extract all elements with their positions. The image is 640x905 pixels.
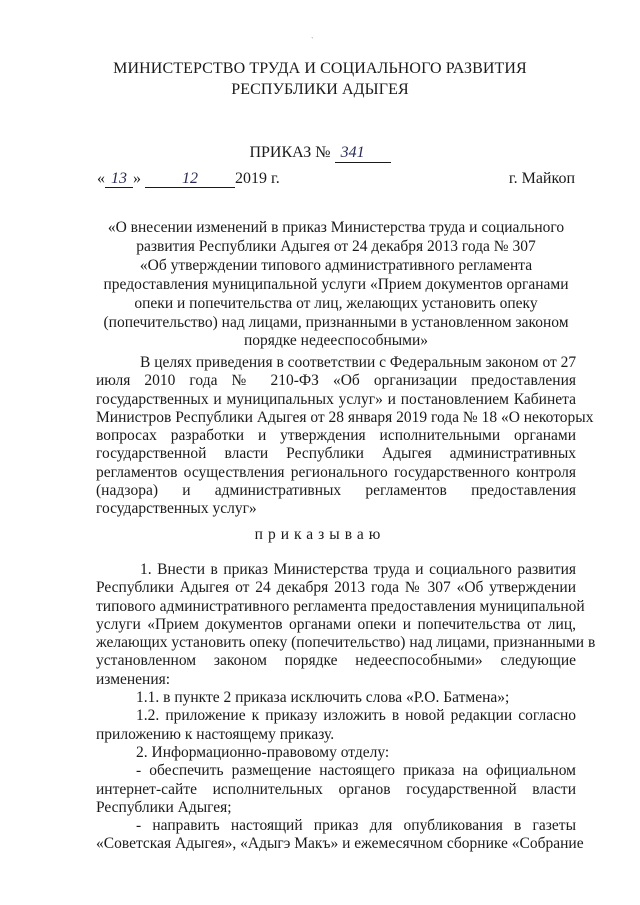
item-1-line: 1. Внести в приказ Министерства труда и социального развития (140, 561, 576, 578)
preamble-line: Министров Республики Адыгея от 28 января 2019 года № 18 «О некоторых (96, 408, 594, 426)
ministry-line-2: РЕСПУБЛИКИ АДЫГЕЯ (231, 81, 409, 98)
preamble-line: В целях приведения в соответствии с Федеральным законом от 27 (140, 354, 577, 371)
preamble-line: июля 2010 года № 210-ФЗ «Об организации предоставления (96, 372, 576, 390)
order-number-handwritten: 341 (335, 144, 391, 163)
item-2a-line: Республики Адыгея; (96, 798, 232, 816)
subject-line: порядке недееспособными» (243, 332, 429, 350)
item-1-line: желающих установить опеку (попечительство) над лицами, признанными в (96, 634, 596, 652)
subject-line: (попечительство) над лицами, признанными в установленном законом (103, 313, 569, 331)
order-subject (96, 219, 576, 351)
subject-line: «Об утверждении типового административного регламента (139, 256, 533, 274)
city: г. Майкоп (508, 170, 575, 187)
order-date (97, 169, 280, 189)
order-word: приказываю (254, 526, 386, 543)
preamble-line: государственных услуг» (96, 500, 257, 518)
subject-line: предоставления муниципальной услуги «Прием документов органами (103, 275, 569, 293)
item-1-1: 1.1. в пункте 2 приказа исключить слова «Р.О. Батмена»; (136, 689, 510, 707)
item-1-line: установленном законом порядке недееспособными» следующие (96, 652, 576, 670)
item-1-2-line: 1.2. приложение к приказу изложить в новой редакции согласно (136, 707, 576, 725)
item-1-line: изменения: (96, 670, 171, 688)
ministry-line-1: МИНИСТЕРСТВО ТРУДА И СОЦИАЛЬНОГО РАЗВИТИЯ (113, 60, 527, 77)
date-open-quote: « (97, 170, 105, 187)
preamble-line: вопросах разработки и утверждения исполнительными органами (96, 427, 576, 445)
item-1-2-line: приложению к настоящему приказу. (96, 725, 335, 743)
order-title (0, 143, 640, 163)
item-2a-line: интернет-сайте исполнительных органов государственной власти (96, 780, 576, 798)
order-label: ПРИКАЗ № (249, 144, 331, 161)
item-2a-line: - обеспечить размещение настоящего приказа на официальном (136, 762, 576, 780)
item-1-line: Республики Адыгея от 24 декабря 2013 года № 307 «Об утверждении (96, 579, 576, 597)
item-1-line: типового административного регламента предоставления муниципальной (96, 597, 585, 615)
item-2b-line: «Советская Адыгея», «Адыгэ Макъ» и ежемесячном сборнике «Собрание (96, 835, 584, 853)
date-month-handwritten: 12 (145, 170, 235, 188)
item-2b-line: - направить настоящий приказ для опубликования в газеты (136, 817, 576, 835)
ministry-header (0, 58, 640, 100)
date-close-quote: » (133, 170, 141, 187)
preamble-line: (надзора) и административных регламентов предоставления (96, 482, 576, 500)
preamble-line: государственной власти Республики Адыгея административных (96, 445, 576, 463)
subject-line: опеки и попечительства от лиц, желающих установить опеку (134, 294, 538, 312)
order-items (96, 561, 596, 854)
preamble-line: регламентов осуществления регионального государственного контроля (96, 463, 576, 481)
scan-mark: ` (311, 36, 314, 45)
date-day-handwritten: 13 (105, 170, 133, 188)
preamble-line: государственных и муниципальных услуг» и постановлением Кабинета (96, 390, 576, 408)
date-year: 2019 г. (235, 170, 280, 187)
subject-line: развития Республики Адыгея от 24 декабря 2013 года № 307 (136, 237, 536, 255)
subject-line: «О внесении изменений в приказ Министерства труда и социального (107, 219, 565, 236)
preamble (96, 354, 594, 519)
item-2: 2. Информационно-правовому отделу: (136, 743, 390, 761)
item-1-line: услуги «Прием документов органами опеки и попечительства от лиц, (96, 615, 576, 633)
